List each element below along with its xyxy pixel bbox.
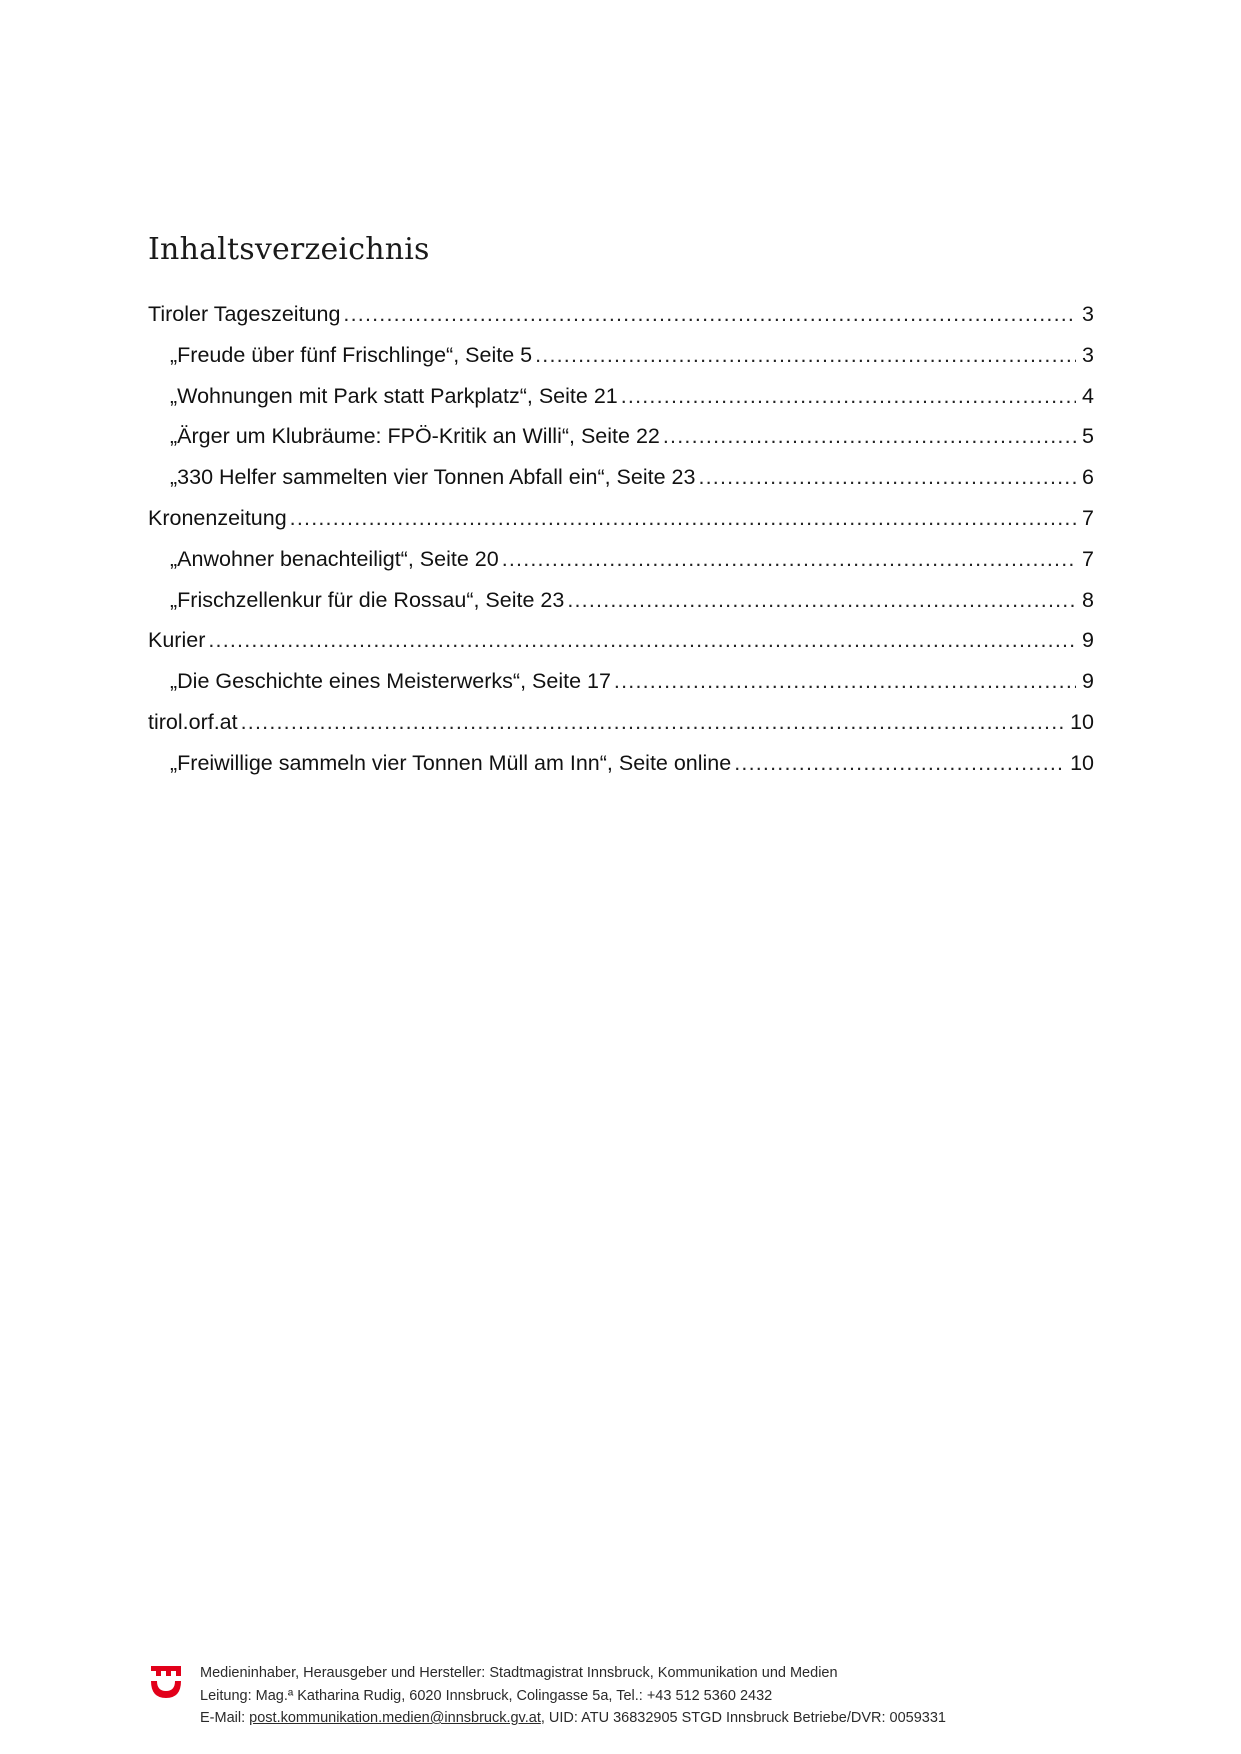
dot-leader [208, 628, 1076, 653]
dot-leader [663, 424, 1076, 449]
footer-email-link[interactable]: post.kommunikation.medien@innsbruck.gv.at [249, 1710, 541, 1726]
footer-line-management: Leitung: Mag.ª Katharina Rudig, 6020 Innsbruck, Colingasse 5a, Tel.: +43 512 5360 2432 [200, 1687, 773, 1704]
dot-leader [290, 506, 1076, 531]
toc-entry-title: „Die Geschichte eines Meisterwerks“, Seite 17 [170, 669, 611, 694]
toc-entry-article[interactable] [148, 669, 1094, 710]
toc-entry-title: „Freiwillige sammeln vier Tonnen Müll am Inn“, Seite online [170, 750, 732, 775]
toc-entry-page: 3 [1082, 302, 1094, 326]
toc-entry-title: „Wohnungen mit Park statt Parkplatz“, Seite 21 [170, 383, 618, 408]
toc-entry-page: 7 [1082, 505, 1094, 530]
logo-arch-shape [151, 1681, 181, 1698]
toc-entry-title: „330 Helfer sammelten vier Tonnen Abfall ein“, Seite 23 [170, 465, 696, 490]
toc-entry-page: 6 [1082, 465, 1094, 490]
toc-entry-page: 8 [1082, 587, 1094, 612]
footer-line-contact [200, 1707, 1100, 1730]
toc-entry-page: 9 [1082, 628, 1094, 653]
toc-entry-title: „Frischzellenkur für die Rossau“, Seite 23 [170, 587, 565, 612]
toc-entry-kurier[interactable] [148, 628, 1094, 669]
toc-entry-page: 10 [1070, 750, 1094, 775]
toc-entry-title: Kronenzeitung [148, 505, 287, 530]
toc-entry-kronenzeitung[interactable] [148, 506, 1094, 547]
dot-leader [502, 547, 1076, 572]
toc-entry-title: Kurier [148, 628, 206, 653]
toc-entry-title: „Anwohner benachteiligt“, Seite 20 [170, 546, 499, 571]
toc-entry-article[interactable] [148, 547, 1094, 588]
toc-entry-title: „Freude über fünf Frischlinge“, Seite 5 [170, 342, 533, 367]
logo-bridge-shape [151, 1666, 181, 1676]
toc-entry-page: 5 [1082, 424, 1094, 449]
dot-leader [614, 669, 1076, 694]
dot-leader [621, 384, 1076, 409]
dot-leader [535, 343, 1076, 368]
table-of-contents [148, 302, 1094, 792]
toc-entry-article[interactable] [148, 588, 1094, 629]
toc-entry-title: „Ärger um Klubräume: FPÖ-Kritik an Willi“, Seite 22 [170, 424, 660, 449]
dot-leader [241, 710, 1066, 735]
toc-entry-page: 3 [1082, 342, 1094, 367]
toc-entry-page: 9 [1082, 669, 1094, 694]
toc-entry-article[interactable] [148, 465, 1094, 506]
toc-entry-page: 4 [1082, 383, 1094, 408]
toc-entry-article[interactable] [148, 343, 1094, 384]
toc-entry-article[interactable] [148, 424, 1094, 465]
dot-leader [567, 588, 1076, 613]
toc-entry-tiroler-tageszeitung[interactable] [148, 302, 1094, 343]
toc-entry-page: 7 [1082, 546, 1094, 571]
dot-leader [343, 302, 1076, 327]
toc-entry-article[interactable] [148, 751, 1094, 792]
footer-contact-suffix: , UID: ATU 36832905 STGD Innsbruck Betriebe/DVR: 0059331 [540, 1710, 946, 1726]
dot-leader [734, 751, 1066, 776]
toc-entry-tirol-orf-at[interactable] [148, 710, 1094, 751]
toc-entry-title: Tiroler Tageszeitung [148, 302, 341, 326]
toc-heading: Inhaltsverzeichnis [148, 232, 430, 267]
footer-email-prefix: E-Mail: [200, 1710, 250, 1726]
footer-imprint [200, 1662, 1100, 1730]
toc-entry-page: 10 [1070, 709, 1094, 734]
dot-leader [698, 465, 1076, 490]
innsbruck-logo-icon [150, 1664, 182, 1704]
footer-line-publisher: Medieninhaber, Herausgeber und Hersteller: Stadtmagistrat Innsbruck, Kommunikation und Medien [200, 1665, 838, 1681]
toc-entry-title: tirol.orf.at [148, 709, 238, 734]
toc-entry-article[interactable] [148, 384, 1094, 425]
